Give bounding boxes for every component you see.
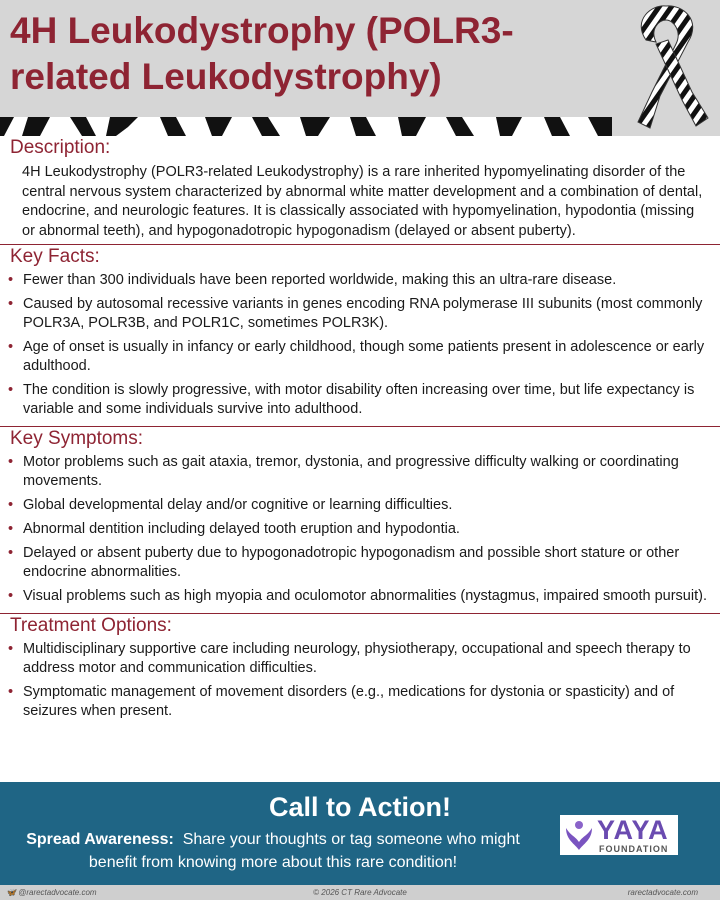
treatment-list	[0, 638, 720, 728]
cta-text	[18, 828, 528, 874]
header-banner	[0, 0, 720, 136]
page-title: 4H Leukodystrophy (POLR3-related Leukodystrophy)	[10, 10, 514, 97]
list-item: • Fewer than 300 individuals have been reported worldwide, making this an ultra-rare disease.	[8, 271, 710, 290]
zebra-stripe-banner	[0, 117, 612, 136]
footer-handle: @rarectadvocate.com	[18, 888, 97, 897]
list-item: • Age of onset is usually in infancy or early childhood, though some patients present in adolescence or early adulthood.	[8, 338, 710, 376]
description-heading: Description:	[10, 137, 111, 158]
list-item: • Visual problems such as high myopia and oculomotor abnormalities (nystagmus, impaired smooth pursuit).	[8, 587, 710, 606]
list-item: • Delayed or absent puberty due to hypogonadotropic hypogonadism and possible short stature or other endocrine abnormalities.	[8, 544, 710, 582]
butterfly-icon: 🦋	[6, 888, 16, 897]
yaya-foundation-logo	[560, 815, 678, 855]
list-item: • Multidisciplinary supportive care including neurology, physiotherapy, occupational and speech therapy to address motor and communication difficulties.	[8, 640, 710, 678]
key-symptoms-list	[0, 451, 720, 613]
description-section	[0, 136, 720, 244]
list-item: • Abnormal dentition including delayed tooth eruption and hypodontia.	[8, 520, 710, 539]
heart-person-icon	[563, 818, 595, 852]
main-content	[0, 136, 720, 782]
cta-label: Spread Awareness:	[26, 831, 174, 848]
list-item: • Caused by autosomal recessive variants in genes encoding RNA polymerase III subunits (most commonly POLR3A, POLR3B, and POLR1C, sometimes POLR3K).	[8, 295, 710, 333]
treatment-section	[0, 614, 720, 728]
list-item: • Motor problems such as gait ataxia, tremor, dystonia, and progressive difficulty walking or coordinating movements.	[8, 453, 710, 491]
key-facts-heading: Key Facts:	[10, 246, 100, 267]
list-item: • The condition is slowly progressive, with motor disability often increasing over time, but life expectancy is variable and some individuals survive into adulthood.	[8, 381, 710, 419]
list-item: • Symptomatic management of movement disorders (e.g., medications for dystonia or spasticity) and of seizures when present.	[8, 683, 710, 721]
key-symptoms-heading: Key Symptoms:	[10, 428, 144, 449]
treatment-heading: Treatment Options:	[10, 615, 172, 636]
cta-body: Share your thoughts or tag someone who might benefit from knowing more about this rare condition!	[88, 831, 520, 871]
key-facts-list	[0, 269, 720, 426]
footer-copyright: © 2026 CT Rare Advocate	[313, 888, 407, 897]
logo-subtitle: FOUNDATION	[599, 844, 669, 854]
key-facts-section	[0, 245, 720, 426]
logo-wordmark: YAYA	[597, 815, 669, 845]
footer	[0, 885, 720, 900]
cta-title: Call to Action!	[269, 792, 451, 822]
footer-website[interactable]: rarectadvocate.com	[627, 888, 698, 897]
description-text: 4H Leukodystrophy (POLR3-related Leukodystrophy) is a rare inherited hypomyelinating disorder of the central nervous system characterized by abnormal white matter development and a combination of dental, endocrine, and neurologic features. It is classically associated with hypomyelination, hypodontia (missing or abnormal teeth), and hypogonadotropic hypogonadism (delayed or absent puberty).	[22, 164, 703, 239]
list-item: • Global developmental delay and/or cognitive or learning difficulties.	[8, 496, 710, 515]
key-symptoms-section	[0, 427, 720, 613]
zebra-ribbon-icon	[612, 0, 720, 136]
